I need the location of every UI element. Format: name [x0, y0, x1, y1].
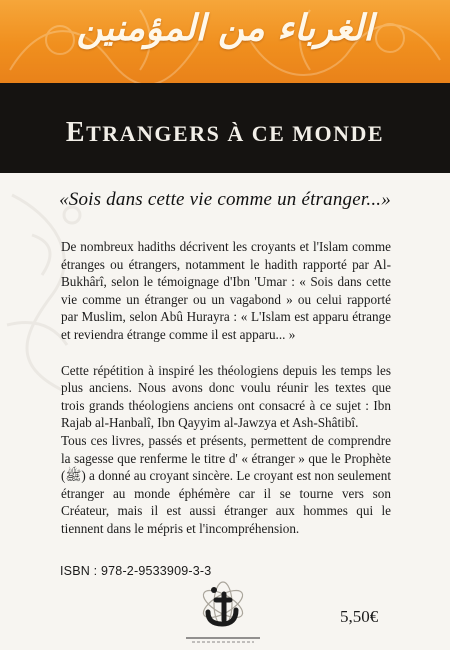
- back-cover-text: [61, 238, 391, 538]
- epigraph-quote: «Sois dans cette vie comme un étranger...»: [59, 189, 391, 210]
- paragraph-3: Tous ces livres, passés et présents, permettent de comprendre la sagesse que renferme le titre d' « étranger » que le Prophète (ﷺ) a donné au croyant sincère. Le croyant est non seulement étranger au monde éphémère car il se tourne vers son Créateur, mais il est aussi étranger aux hommes qui le tiennent dans le mépris et l'incompréhension.: [61, 432, 391, 536]
- book-title-rest: TRANGERS À CE MONDE: [86, 121, 385, 146]
- isbn: ISBN : 978-2-9533909-3-3: [60, 564, 212, 578]
- price: 5,50€: [340, 607, 379, 626]
- top-orange-band: [0, 0, 450, 83]
- paragraph-2: Cette répétition à inspiré les théologiens depuis les temps les plus anciens. Nous avons donc voulu réunir les textes que trois grands théologiens anciens ont consacré à ce sujet : Ibn Rajab al-Hanbalî, Ibn Qayyim al-Jawzya et Ash-Shâtibî.: [61, 362, 391, 431]
- book-title: [0, 117, 450, 149]
- book-title-initial: E: [65, 117, 87, 148]
- paragraph-1: De nombreux hadiths décrivent les croyants et l'Islam comme étranges ou étrangers, notamment le hadith rapporté par Al-Bukhârî, selon le témoignage d'Ibn 'Umar : « Sois dans cette vie comme un étranger ou un vagabond » ou celui rapporté par Muslim, selon Abû Hurayra : « L'Islam est apparu étrange et reviendra étrange comme il est apparu... »: [61, 239, 391, 342]
- arabic-title: الغرباء من المؤمنين: [76, 8, 374, 49]
- publisher-logo-icon: [164, 572, 282, 648]
